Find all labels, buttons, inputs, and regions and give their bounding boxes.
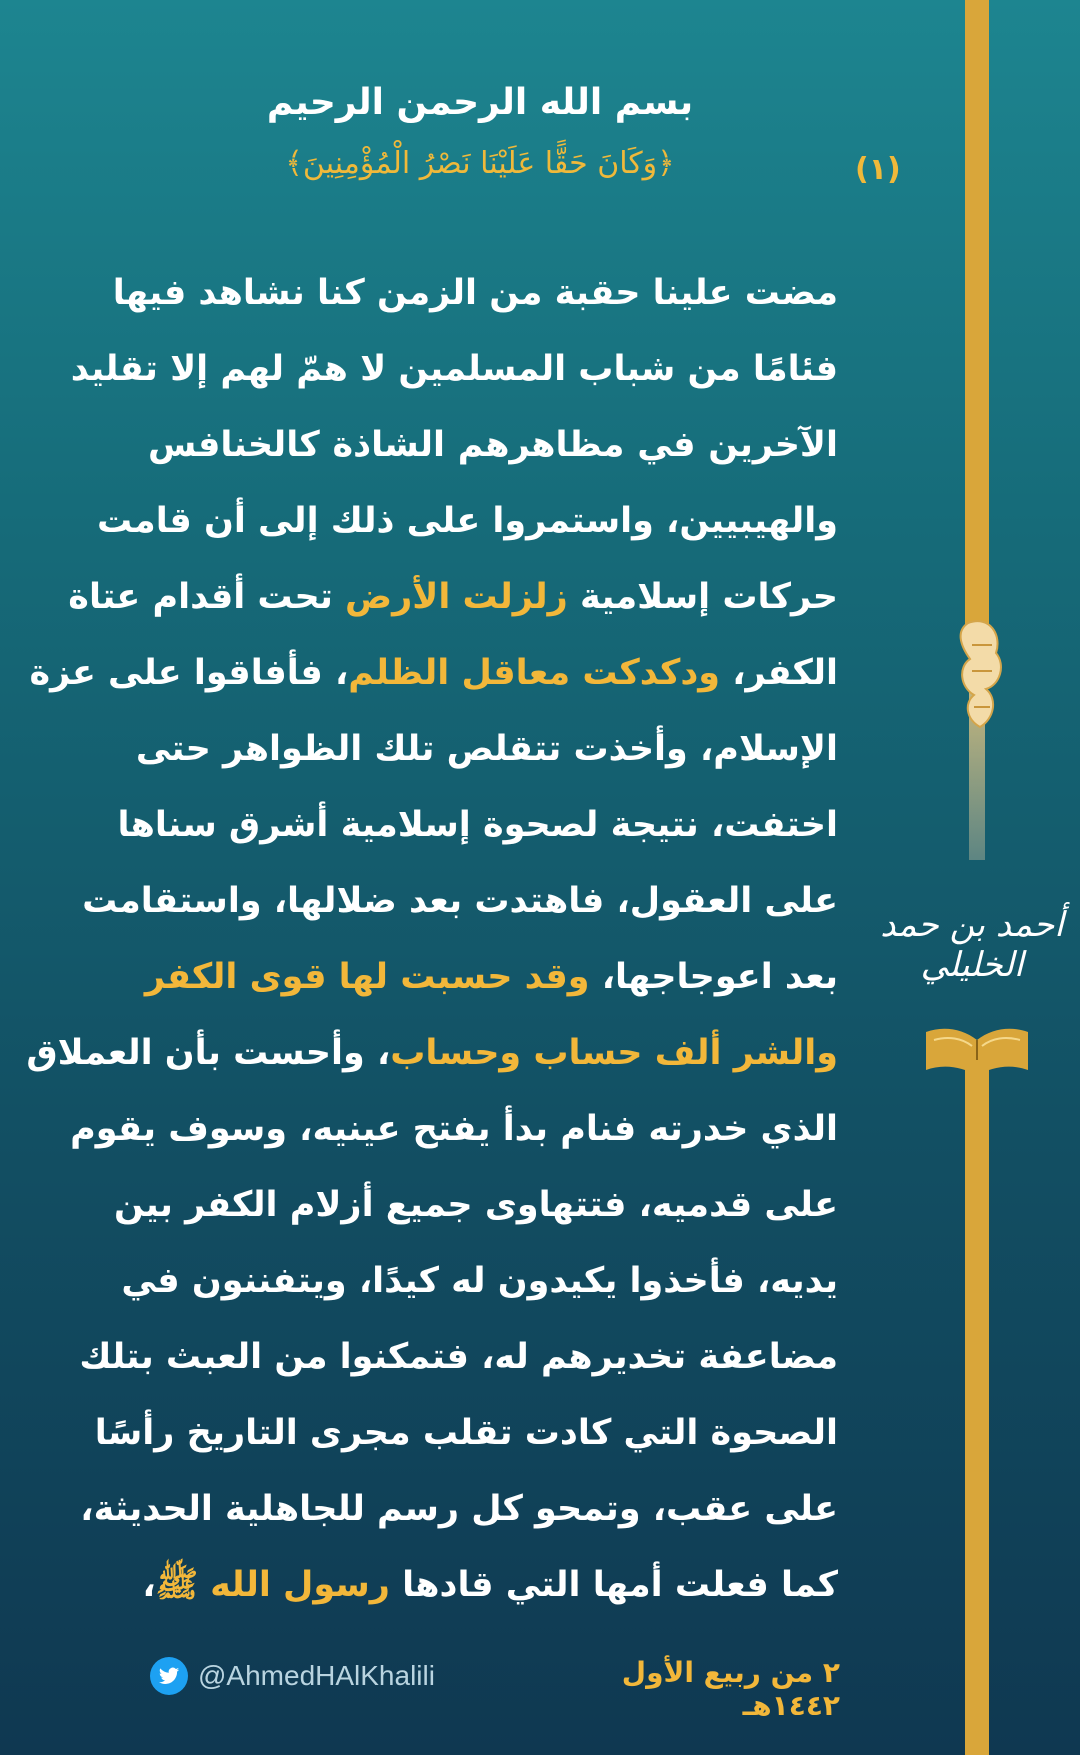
body-text-segment: اختفت، نتيجة لصحوة إسلامية أشرق سناها [117, 805, 838, 845]
body-text-segment: على العقول، فاهتدت بعد ضلالها، واستقامت [82, 881, 838, 921]
body-text-segment: مضاعفة تخديرهم له، فتمكنوا من العبث بتلك [79, 1337, 838, 1377]
hands-icon [950, 615, 1010, 735]
body-line [112, 255, 838, 331]
highlighted-phrase: وقد حسبت لها قوى الكفر [144, 957, 590, 997]
body-line [79, 1319, 838, 1395]
body-text-segment: الذي خدرته فنام بدأ يفتح عينيه، وسوف يقوم [70, 1109, 838, 1149]
body-line [29, 635, 838, 711]
body-line [70, 1091, 838, 1167]
body-line [82, 863, 838, 939]
body-line [70, 331, 838, 407]
body-line [26, 1015, 838, 1091]
body-text-segment: الصحوة التي كادت تقلب مجرى التاريخ رأسًا [94, 1413, 838, 1453]
body-text-segment: يديه، فأخذوا يكيدون له كيدًا، ويتفننون في [121, 1261, 838, 1301]
page-number: (١) [855, 152, 901, 187]
quran-verse: ﴿وَكَانَ حَقًّا عَلَيْنَا نَصْرُ الْمُؤْمِنِينَ﴾ [285, 146, 675, 181]
highlighted-phrase: والشر ألف حساب وحساب [390, 1033, 838, 1073]
body-text-segment: بعد اعوجاجها، [589, 957, 838, 997]
body-text-segment: الآخرين في مظاهرهم الشاذة كالخنافس [148, 425, 838, 465]
body-line [121, 1243, 838, 1319]
bismillah-heading: بسم الله الرحمن الرحيم [266, 82, 694, 123]
hijri-date: ٢ من ربيع الأول ١٤٤٢هـ [621, 1656, 840, 1722]
highlighted-phrase: رسول الله ﷺ [155, 1565, 390, 1605]
body-text-segment: الإسلام، وأخذت تتقلص تلك الظواهر حتى [135, 729, 838, 769]
body-text-segment: ، وأحست بأن العملاق [26, 1033, 391, 1073]
body-text-segment: تحت أقدام عتاة [68, 577, 346, 617]
body-line [68, 559, 838, 635]
body-line [113, 1167, 838, 1243]
article-body [26, 255, 838, 1623]
twitter-icon [150, 1657, 188, 1695]
gold-vertical-bar-top [965, 0, 989, 640]
body-text-segment: فئامًا من شباب المسلمين لا همّ لهم إلا تقليد [70, 349, 838, 389]
body-text-segment: على قدميه، فتتهاوى جميع أزلام الكفر بين [113, 1185, 838, 1225]
body-text-segment: مضت علينا حقبة من الزمن كنا نشاهد فيها [112, 273, 838, 313]
body-line [97, 483, 838, 559]
body-text-segment: كما فعلت أمها التي قادها [389, 1565, 838, 1605]
body-text-segment: ، فأفاقوا على عزة [29, 653, 349, 693]
gold-vertical-bar-bottom [965, 1060, 989, 1755]
body-text-segment: الكفر، [720, 653, 838, 693]
body-line [144, 939, 838, 1015]
body-text-segment: حركات إسلامية [567, 577, 838, 617]
body-line [117, 787, 838, 863]
body-text-segment: والهيبيين، واستمروا على ذلك إلى أن قامت [97, 501, 838, 541]
highlighted-phrase: زلزلت الأرض [345, 577, 568, 617]
body-text-segment: على عقب، وتمحو كل رسم للجاهلية الحديثة، [80, 1489, 838, 1529]
body-text-segment: ، [142, 1565, 156, 1605]
body-line [135, 711, 838, 787]
body-line [94, 1395, 838, 1471]
body-line [142, 1547, 838, 1623]
twitter-handle: @AhmedHAlKhalili [198, 1660, 435, 1691]
twitter-handle-link[interactable] [150, 1656, 435, 1696]
body-line [148, 407, 838, 483]
author-signature: أحمد بن حمد الخليلي [880, 905, 1064, 985]
body-line [80, 1471, 838, 1547]
highlighted-phrase: ودكدكت معاقل الظلم [348, 653, 721, 693]
